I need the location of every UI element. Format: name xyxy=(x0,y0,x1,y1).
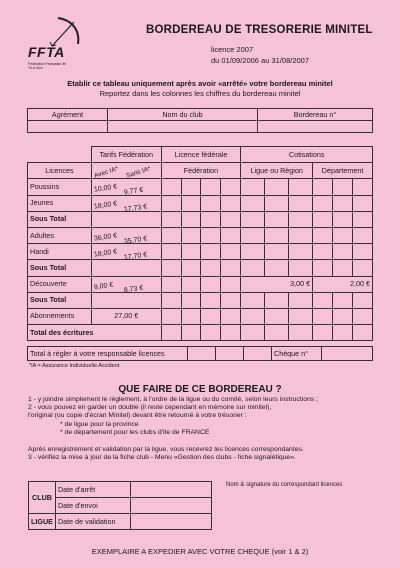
instruction-2d: * de département pour les clubs d'Ile de FRANCE xyxy=(60,429,210,436)
date-envoi-field[interactable] xyxy=(130,498,211,514)
date-arret-label: Date d'arrêt xyxy=(55,482,130,498)
signature-label: Nom & signature du correspondant licences xyxy=(226,482,343,488)
licences-table xyxy=(27,146,373,341)
row-label: Découverte xyxy=(28,276,92,292)
price-avec-ia: 10,00 € xyxy=(93,183,118,194)
cheque-field[interactable] xyxy=(322,347,373,361)
price-sans-ia: 9,77 € xyxy=(123,187,144,197)
dates-table xyxy=(28,481,212,530)
table-row xyxy=(28,260,373,276)
agrement-field[interactable] xyxy=(28,121,108,133)
abonnements-label: Abonnements xyxy=(28,308,92,324)
licence-fed-header: Licence fédérale xyxy=(161,147,241,163)
price-sans-ia: 8,73 € xyxy=(123,284,144,294)
ligue-label: LIGUE xyxy=(29,514,56,530)
club-name-field[interactable] xyxy=(108,121,258,133)
instruction-line-1: Etablir ce tableau uniquement après avoir «arrêté» votre bordereau minitel xyxy=(67,79,333,88)
price-avec-ia: 18,00 € xyxy=(93,199,118,211)
instruction-3: 3 - vérifiez la mise à jour de la fiche club - Menu «Gestion des clubs - fiche signalétique». xyxy=(28,454,296,461)
table-row xyxy=(28,195,373,211)
page-title: BORDEREAU DE TRESORERIE MINITEL xyxy=(146,24,373,36)
ia-header xyxy=(91,163,161,179)
departement-header: Département xyxy=(313,163,373,179)
row-label: Adultes xyxy=(28,227,92,243)
price-sans-ia: 17,70 € xyxy=(123,251,148,262)
cotisations-header: Cotisations xyxy=(241,147,373,163)
licence-line: licence 2007 xyxy=(211,45,254,54)
instruction-1: 1 - y joindre simplement le règlement, à l'ordre de la ligue ou du comité, selon leurs instructions ; xyxy=(28,396,318,403)
table-row xyxy=(28,292,373,308)
table-row xyxy=(28,179,373,195)
instruction-2b: l'original (ou copie d'écran Minitel) devant être retourné à votre trésorier : xyxy=(28,412,247,419)
ligue-cotisation-value: 3,00 € xyxy=(241,276,313,292)
price-avec-ia: 36,00 € xyxy=(93,232,118,243)
cheque-label: Chèque n° xyxy=(272,347,322,361)
date-validation-label: Date de validation xyxy=(55,514,130,530)
date-arret-field[interactable] xyxy=(130,482,211,498)
licences-header: Licences xyxy=(28,163,92,179)
table-row xyxy=(28,325,373,341)
instruction-2: 2 - vous pouvez en garder un double (il reste cependant en mémoire sur minitel), xyxy=(28,404,272,411)
table-row xyxy=(28,211,373,227)
price-avec-ia: 18,00 € xyxy=(93,248,118,259)
instruction-2c: * de ligue pour la province xyxy=(60,421,139,428)
tarifs-header: Tarifs Fédération xyxy=(91,147,161,163)
logo-text: FFTA xyxy=(28,44,65,60)
departement-cotisation-value: 2,00 € xyxy=(313,276,373,292)
payment-table xyxy=(27,346,373,361)
total-label: Total des écritures xyxy=(28,325,162,341)
row-label: Sous Total xyxy=(28,211,92,227)
row-label: Handi xyxy=(28,244,92,260)
date-envoi-label: Date d'envoi xyxy=(55,498,130,514)
club-info-table xyxy=(27,108,373,133)
row-label: Jeunes xyxy=(28,195,92,211)
ligue-header: Ligue ou Région xyxy=(241,163,313,179)
table-row xyxy=(28,244,373,260)
club-name-header: Nom du club xyxy=(108,109,258,121)
section-title: QUE FAIRE DE CE BORDEREAU ? xyxy=(118,384,282,395)
period-line: du 01/09/2006 au 31/08/2007 xyxy=(211,56,310,65)
price-avec-ia: 9,00 € xyxy=(93,281,114,291)
total-to-pay-label: Total à régler à votre responsable licences xyxy=(28,347,188,361)
table-row xyxy=(28,276,373,292)
price-sans-ia: 17,73 € xyxy=(123,202,148,214)
club-label: CLUB xyxy=(29,482,56,514)
row-label: Poussins xyxy=(28,179,92,195)
bottom-note: EXEMPLAIRE A EXPEDIER AVEC VOTRE CHEQUE (voir 1 & 2) xyxy=(91,547,309,556)
instruction-validation: Après enregistrement et validation par la ligue, vous recevrez les licences correspondantes. xyxy=(28,446,304,453)
bordereau-field[interactable] xyxy=(258,121,373,133)
logo-subtitle: Fédération Française de Tir à l'Arc xyxy=(28,62,66,70)
row-label: Sous Total xyxy=(28,292,92,308)
sans-ia-header: Sans IA* xyxy=(125,165,152,180)
avec-ia-header: Avec IA* xyxy=(93,165,119,180)
abonnements-price: 27,00 € xyxy=(91,308,161,324)
row-label: Sous Total xyxy=(28,260,92,276)
federation-header: Fédération xyxy=(161,163,241,179)
price-sans-ia: 35,70 € xyxy=(123,235,148,246)
ia-footnote: *IA = Assurance Individuelle Accident xyxy=(29,363,120,369)
instruction-line-2: Reportez dans les colonnes les chiffres du bordereau minitel xyxy=(99,89,301,98)
agrement-header: Agrément xyxy=(28,109,108,121)
bordereau-header: Bordereau n° xyxy=(258,109,373,121)
table-row xyxy=(28,308,373,324)
date-validation-field[interactable] xyxy=(130,514,211,530)
table-row xyxy=(28,227,373,243)
